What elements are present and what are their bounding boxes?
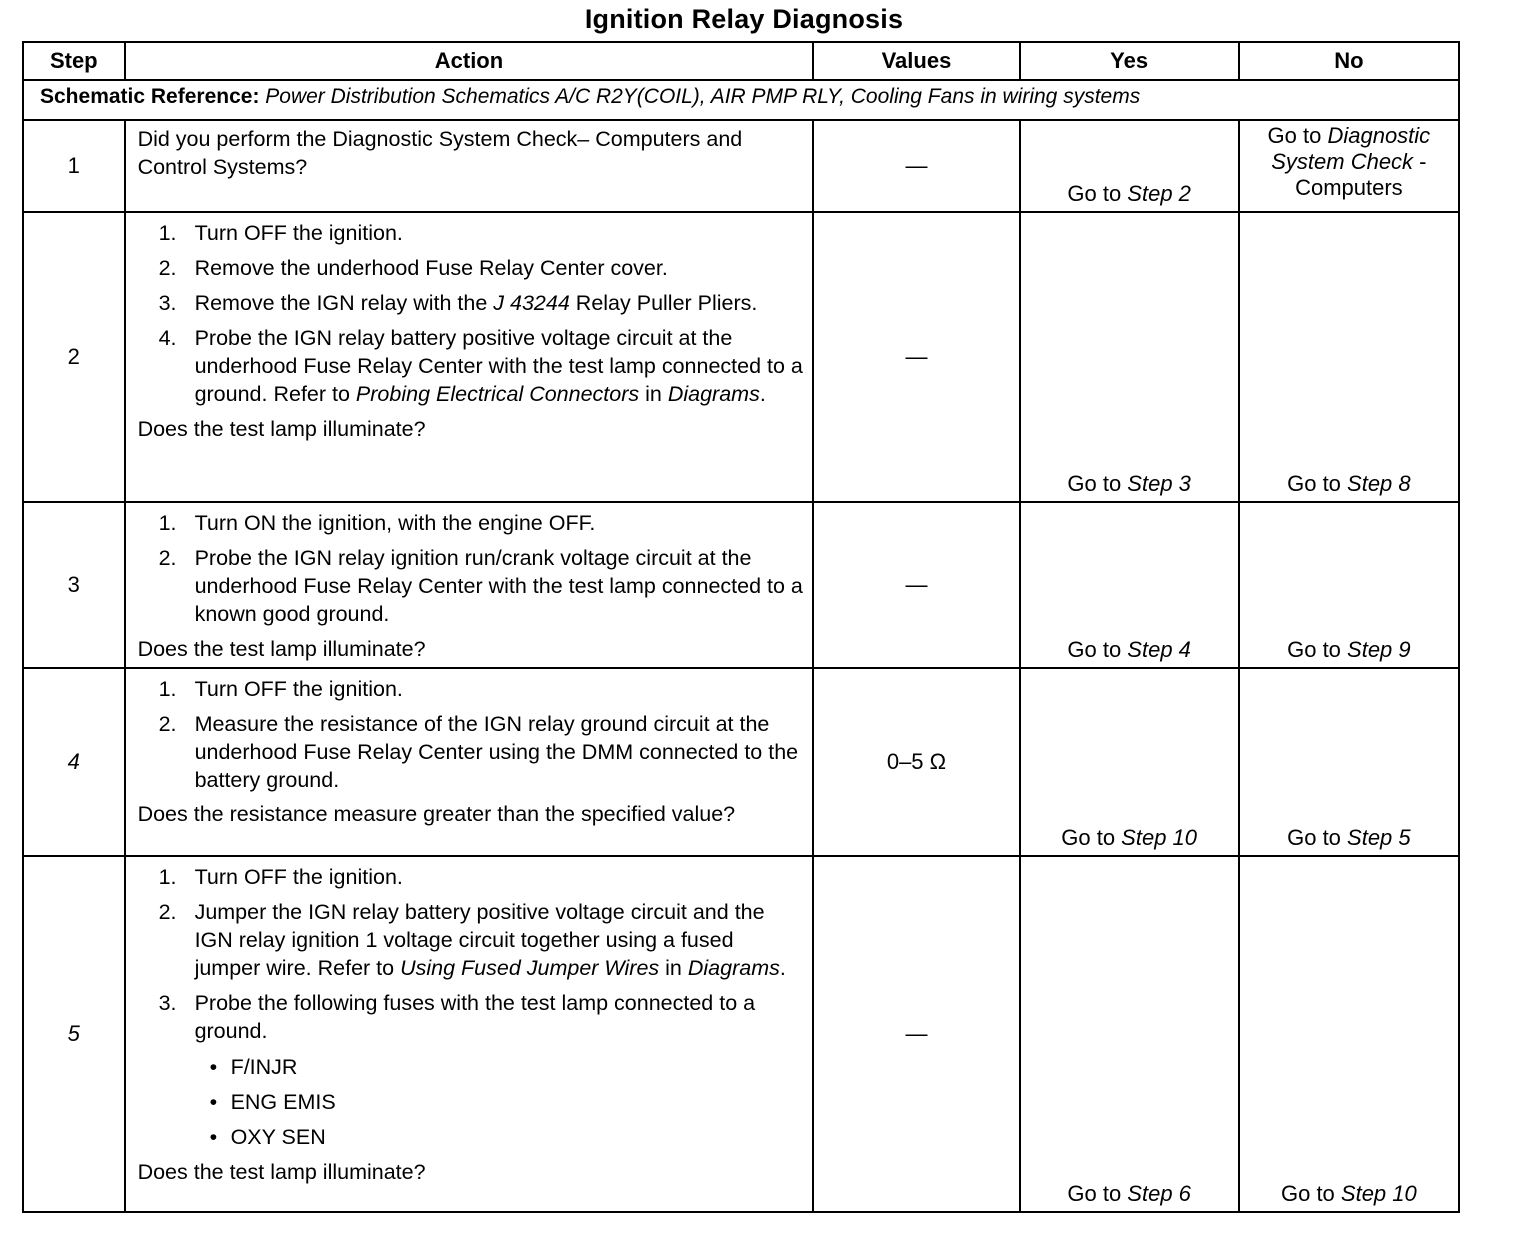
yes-link[interactable]: Step 2	[1127, 181, 1191, 206]
step-text: Relay Puller Pliers.	[569, 291, 758, 315]
value-cell: —	[813, 502, 1019, 668]
diagnosis-table	[22, 41, 1460, 1213]
yes-link[interactable]: Step 4	[1127, 637, 1191, 662]
yes-link[interactable]: Step 10	[1121, 825, 1198, 850]
step-text: Remove the underhood Fuse Relay Center cover.	[194, 256, 668, 280]
step-text: Turn OFF the ignition.	[194, 677, 403, 701]
step-index: 1.	[158, 677, 177, 701]
header-values: Values	[813, 42, 1019, 80]
bullet-icon: •	[209, 1090, 218, 1114]
schematic-reference-label: Schematic Reference:	[40, 85, 260, 108]
action-cell	[125, 120, 814, 212]
fuse-name: ENG EMIS	[230, 1090, 336, 1114]
step-text: .	[779, 956, 786, 980]
value-cell: 0–5 Ω	[813, 668, 1019, 856]
step-text: Turn ON the ignition, with the engine OFF.	[194, 511, 596, 535]
fuse-name: F/INJR	[230, 1055, 298, 1079]
step-index: 1.	[158, 511, 177, 535]
no-prefix: Go to	[1287, 825, 1348, 850]
step-index: 4.	[158, 326, 177, 350]
header-action: Action	[125, 42, 814, 80]
table-row	[23, 668, 1459, 856]
value-cell: —	[813, 856, 1019, 1212]
no-link[interactable]: Step 5	[1347, 825, 1411, 850]
yes-cell[interactable]	[1020, 502, 1239, 668]
yes-cell[interactable]	[1020, 212, 1239, 502]
yes-prefix: Go to	[1061, 825, 1122, 850]
action-steps	[138, 219, 805, 408]
step-text: .	[759, 382, 766, 406]
fuse-name: OXY SEN	[230, 1125, 326, 1149]
action-steps	[138, 675, 805, 794]
no-cell[interactable]	[1239, 856, 1459, 1212]
table-row	[23, 502, 1459, 668]
no-cell[interactable]	[1239, 502, 1459, 668]
fuse-item	[195, 1123, 805, 1151]
no-prefix: Go to	[1280, 1181, 1341, 1206]
action-cell	[125, 212, 814, 502]
action-step	[138, 710, 805, 794]
yes-prefix: Go to	[1067, 637, 1128, 662]
header-row	[23, 42, 1459, 80]
action-step	[138, 544, 805, 628]
action-cell	[125, 502, 814, 668]
action-cell	[125, 668, 814, 856]
yes-prefix: Go to	[1067, 471, 1128, 496]
step-text: Probe the IGN relay battery positive voltage circuit at the underhood Fuse Relay Center with the test lamp connected to a ground. Refer to	[194, 326, 803, 406]
table-row	[23, 856, 1459, 1212]
reference-link[interactable]: Probing Electrical Connectors	[355, 382, 640, 406]
header-yes: Yes	[1020, 42, 1239, 80]
step-index: 2.	[158, 546, 177, 570]
value-cell: —	[813, 120, 1019, 212]
action-step	[138, 254, 805, 282]
action-step	[138, 289, 805, 317]
no-link[interactable]: Step 9	[1347, 637, 1411, 662]
reference-link[interactable]: Diagrams	[667, 382, 760, 406]
step-number: 1	[23, 120, 125, 212]
yes-cell[interactable]	[1020, 120, 1239, 212]
reference-link[interactable]: Diagrams	[687, 956, 780, 980]
schematic-reference	[23, 80, 1459, 120]
step-index: 2.	[158, 712, 177, 736]
yes-prefix: Go to	[1067, 1181, 1128, 1206]
schematic-reference-text: Power Distribution Schematics A/C R2Y(COIL), AIR PMP RLY, Cooling Fans in wiring systems	[265, 85, 1141, 108]
action-question-cont: Computers and Control Systems?	[137, 127, 743, 179]
action-question: Does the test lamp illuminate?	[137, 417, 426, 441]
step-text: Jumper the IGN relay battery positive voltage circuit and the IGN relay ignition 1 voltage circuit together using a fused jumper wire. Refer to	[194, 900, 765, 980]
no-link[interactable]: Step 8	[1347, 471, 1411, 496]
action-step	[138, 898, 805, 982]
step-text: Measure the resistance of the IGN relay ground circuit at the underhood Fuse Relay Center using the DMM connected to the battery ground.	[194, 712, 799, 792]
schematic-reference-row	[23, 80, 1459, 120]
no-cell[interactable]	[1239, 668, 1459, 856]
step-index: 3.	[158, 991, 177, 1015]
action-step	[138, 509, 805, 537]
table-row	[23, 120, 1459, 212]
step-text: Probe the following fuses with the test lamp connected to a ground.	[194, 991, 756, 1043]
step-text: Turn OFF the ignition.	[194, 221, 403, 245]
header-no: No	[1239, 42, 1459, 80]
fuse-item	[195, 1088, 805, 1116]
action-steps	[138, 863, 805, 1151]
yes-cell[interactable]	[1020, 668, 1239, 856]
header-step: Step	[23, 42, 125, 80]
action-cell	[125, 856, 814, 1212]
step-index: 1.	[158, 221, 177, 245]
step-index: 2.	[158, 256, 177, 280]
action-question: Does the test lamp illuminate?	[137, 1160, 426, 1184]
step-number: 4	[23, 668, 125, 856]
tool-reference: J 43244	[493, 291, 570, 315]
action-question: Did you perform the Diagnostic System Check–	[137, 127, 590, 151]
step-index: 2.	[158, 900, 177, 924]
yes-cell[interactable]	[1020, 856, 1239, 1212]
step-text: Probe the IGN relay ignition run/crank voltage circuit at the underhood Fuse Relay Center with the test lamp connected to a known good ground.	[194, 546, 803, 626]
no-cell[interactable]	[1239, 120, 1459, 212]
no-prefix: Go to	[1287, 471, 1348, 496]
fuse-list	[195, 1053, 805, 1151]
page-title: Ignition Relay Diagnosis	[584, 4, 904, 34]
step-text: in	[639, 382, 668, 406]
value-cell: —	[813, 212, 1019, 502]
no-cell[interactable]	[1239, 212, 1459, 502]
yes-link[interactable]: Step 6	[1127, 1181, 1191, 1206]
fuse-item	[195, 1053, 805, 1081]
step-text: Turn OFF the ignition.	[194, 865, 403, 889]
reference-link[interactable]: Using Fused Jumper Wires	[400, 956, 660, 980]
action-step	[138, 675, 805, 703]
no-prefix: Go to	[1287, 637, 1348, 662]
action-steps	[138, 509, 805, 628]
action-question: Does the resistance measure greater than the specified value?	[137, 802, 736, 826]
step-number: 2	[23, 212, 125, 502]
no-suffix: - Computers	[1295, 149, 1427, 200]
step-number: 5	[23, 856, 125, 1212]
action-step	[138, 324, 805, 408]
action-question: Does the test lamp illuminate?	[137, 637, 426, 661]
action-step	[138, 989, 805, 1151]
step-text: Remove the IGN relay with the	[194, 291, 494, 315]
action-step	[138, 863, 805, 891]
action-step	[138, 219, 805, 247]
bullet-icon: •	[209, 1055, 218, 1079]
step-text: in	[659, 956, 688, 980]
no-link[interactable]: Diagnostic System Check	[1271, 123, 1431, 174]
yes-prefix: Go to	[1067, 181, 1128, 206]
step-index: 1.	[158, 865, 177, 889]
no-prefix: Go to	[1267, 123, 1328, 148]
step-number: 3	[23, 502, 125, 668]
step-index: 3.	[158, 291, 177, 315]
bullet-icon: •	[209, 1125, 218, 1149]
no-link[interactable]: Step 10	[1340, 1181, 1417, 1206]
table-row	[23, 212, 1459, 502]
yes-link[interactable]: Step 3	[1127, 471, 1191, 496]
